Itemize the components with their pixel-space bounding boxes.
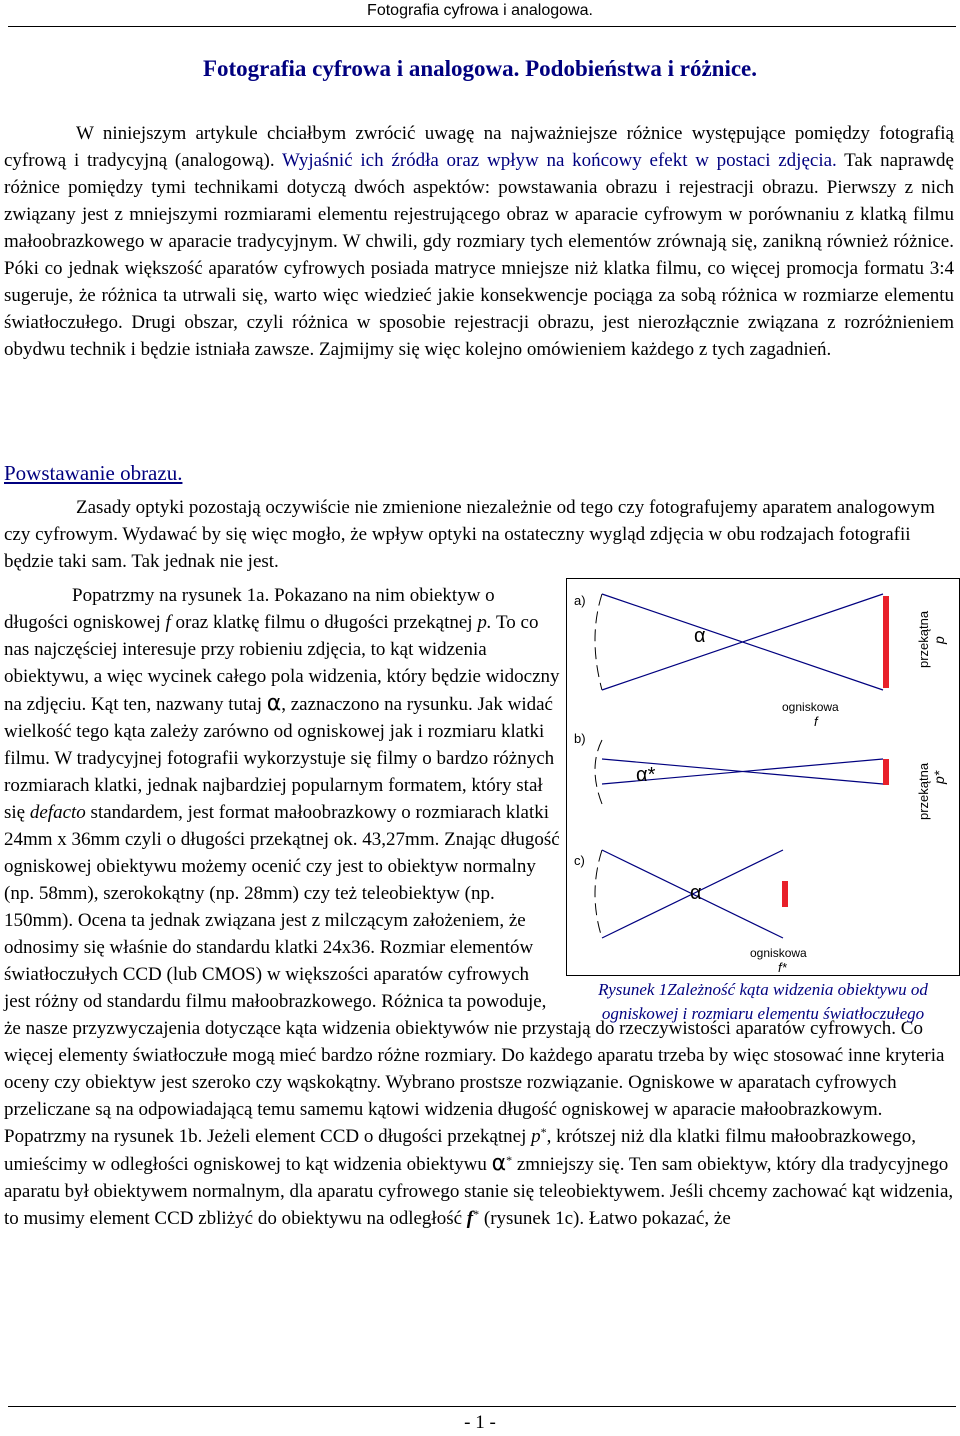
italic-term: defacto (29, 802, 86, 823)
paragraph-text: Popatrzmy na rysunek 1a. (72, 585, 270, 606)
intro-text: Drugi obszar, czyli różnica w sposobie rejestracji obrazu, jest nierozłącznie związana z rozróżnieniem obydwu technik i będzie istniała zawsze. (4, 312, 954, 360)
intro-text: Póki co jednak większość aparatów cyfrowych posiada matryce mniejsze niż klatka filmu, co więcej promocja formatu 3:4 sugeruje, że różnica ta utrwali się, warto więc wiedzieć jakie konsekwencje pociąga za sobą różnica w rozmiarze elementu światłoczułego. (4, 258, 954, 333)
alpha-symbol: α (266, 691, 282, 716)
intro-paragraph (4, 120, 954, 363)
paragraph-text: Różnica ta powoduje, że nasze przyzwyczajenia dotyczące kąta widzenia obiektywów nie przystają do rzeczywistości aparatów cyfrowych. (4, 991, 897, 1039)
footer-rule (8, 1406, 956, 1407)
paragraph-text: Tak jednak nie jest. (126, 551, 279, 572)
paragraph-text: , krótszej niż dla klatki filmu małoobrazkowego, umieścimy w odległości ogniskowej to kąt widzenia obiektywu (4, 1126, 916, 1175)
alpha-a: α (694, 625, 706, 647)
paragraph-text: W tradycyjnej fotografii wykorzystuje się filmy o bardzo różnych rozmiarach klatki, jednak najbardziej popularnym formatem, który stał się (4, 748, 555, 823)
intro-text: Pierwszy z nich związany jest z mniejszymi rozmiarami elementu rejestrującego obraz w aparacie cyfrowym w porównaniu z klatką filmu małoobrazkowego w aparacie tradycyjnym. (4, 177, 954, 252)
intro-text: W niniejszym artykule chciałbym zwrócić uwagę na najważniejsze różnice występujące pomiędzy fotografią cyfrową i tradycyjną (analogową). (4, 123, 954, 171)
focal-label-a: ogniskowa (782, 700, 839, 714)
lens-b (595, 740, 602, 804)
paragraph-text: To co nas najczęściej interesuje przy robieniu zdjęcia, to kąt widzenia obiektywu, a więc wycinek całego pola widzenia, który będzie widoczny na zdjęciu. (4, 612, 560, 715)
paragraph-text: zmniejszy się. (512, 1154, 625, 1175)
label-c: c) (574, 853, 585, 868)
alpha-symbol: α (491, 1151, 507, 1176)
focal-symbol-a: f (814, 714, 818, 729)
running-header: Fotografia cyfrowa i analogowa. (367, 2, 593, 19)
superscript-star: * (540, 1125, 547, 1139)
page-number: - 1 - (464, 1412, 496, 1433)
diagonal-label-b: przekątna (916, 762, 931, 820)
paragraph-text: Zasady optyki pozostają oczywiście nie zmienione niezależnie od tego czy fotografujemy aparatem analogowym czy cyfrowym. (4, 497, 935, 545)
paragraph-text: Popatrzmy na rysunek 1b. (4, 1126, 203, 1147)
diagonal-symbol-b: p* (931, 770, 947, 784)
intro-text: W chwili, gdy rozmiary tych elementów zrównają się, zanikną również różnice. (337, 231, 954, 252)
figure-frame (567, 579, 960, 976)
paragraph-text: Znając długość ogniskowej obiektywu możemy ocenić czy jest to obiektyw normalny (np. 58mm), szerokokątny (np. 28mm) czy też teleobiektyw (np. 150mm). (4, 829, 560, 931)
lens-a (595, 594, 602, 690)
label-b: b) (574, 731, 586, 746)
paragraph-text: , zaznaczono na rysunku. (281, 694, 473, 715)
intro-text-highlight: Wyjaśnić ich źródła oraz wpływ na końcowy efekt w postaci zdjęcia. (282, 150, 837, 171)
symbol-p-star: p (531, 1126, 541, 1147)
alpha-c: α (690, 882, 702, 904)
paragraph-text: standardem, jest format małoobrazkowy o rozmiarach klatki 24mm x 36mm czyli o długości przekątnej ok. 43,27mm. (4, 802, 550, 850)
superscript-star: * (473, 1207, 480, 1221)
paragraph-text: Łatwo pokazać, że (584, 1208, 731, 1229)
intro-text: Tak naprawdę różnice pomiędzy tymi technikami dotyczą dwóch aspektów: powstawania obrazu i rejestracji obrazu. (4, 150, 954, 198)
paragraph-text: Wydawać by się więc mogło, że wpływ optyki na ostateczny wygląd zdjęcia w obu rodzajach fotografii będzie taki sam. (4, 524, 911, 572)
lens-c (595, 850, 602, 938)
paragraph-text: Jak widać wielkość tego kąta zależy zarówno od ogniskowej jak i rozmiaru klatki filmu. (4, 694, 553, 769)
alpha-b: α* (636, 764, 656, 786)
symbol-p: p. (477, 612, 492, 633)
symbol-f: f (165, 612, 171, 633)
paragraph-text: Pokazano na nim obiektyw o długości ogniskowej (4, 585, 495, 633)
paragraph-text: Wybrano prostsze rozwiązanie. (381, 1072, 624, 1093)
paragraph-text: Rozmiar elementów światłoczułych CCD (lub CMOS) w większości aparatów cyfrowych jest różny od standardu filmu małoobrazkowego. (4, 937, 534, 1012)
diagonal-symbol-a: p (931, 636, 947, 644)
lens-angle-figure (566, 578, 960, 978)
focal-symbol-c: f* (778, 960, 787, 975)
diagonal-label-a: przekątna (916, 610, 931, 668)
paragraph-text: Kąt ten, nazwany tutaj (86, 694, 267, 715)
paragraph-text: Ten sam obiektyw, który dla tradycyjnego aparatu był obiektywem normalnym, dla aparatu cyfrowego stanie się teleobiektywem. (4, 1154, 949, 1202)
symbol-f-star: f (466, 1208, 474, 1229)
section-heading: Powstawanie obrazu. (4, 461, 183, 485)
focal-label-c: ogniskowa (750, 946, 807, 960)
paragraph-text: Ocena ta jednak związana jest z milczącym założeniem, że odnosimy się właśnie do standardu klatki 24x36. (4, 910, 526, 958)
paragraph-text: (rysunek 1c). (479, 1208, 585, 1229)
section-paragraph (4, 494, 954, 575)
paragraph-text: Jeżeli element CCD o długości przekątnej (202, 1126, 532, 1147)
figure-caption: Rysunek 1Zależność kąta widzenia obiektywu od ogniskowej i rozmiaru elementu światłoczułego (598, 980, 928, 1023)
paragraph-text: Ogniskowe w aparatach cyfrowych przeliczane są na odpowiadającą temu samemu kątowi widzenia długość ogniskowej w aparacie małoobrazkowym. (4, 1072, 897, 1120)
superscript-star: * (506, 1153, 513, 1167)
article-title: Fotografia cyfrowa i analogowa. Podobieństwa i różnice. (202, 56, 758, 81)
paragraph-text: Co więcej elementy światłoczułe mogą mieć bardzo różne rozmiary. (4, 1018, 923, 1066)
intro-text: Zajmijmy się więc kolejno omówieniem każdego z tych zagadnień. (314, 339, 832, 360)
header-rule (8, 26, 956, 27)
paragraph-text: Do każdego aparatu trzeba by więc stosować inne kryteria oceny czy obiektyw jest szeroko czy wąskokątny. (4, 1045, 945, 1093)
label-a: a) (574, 593, 586, 608)
paragraph-text: Jeśli chcemy zachować kąt widzenia, to musimy element CCD zbliżyć do obiektywu na odległość (4, 1181, 954, 1229)
paragraph-text: oraz klatkę filmu o długości przekątnej (170, 612, 478, 633)
